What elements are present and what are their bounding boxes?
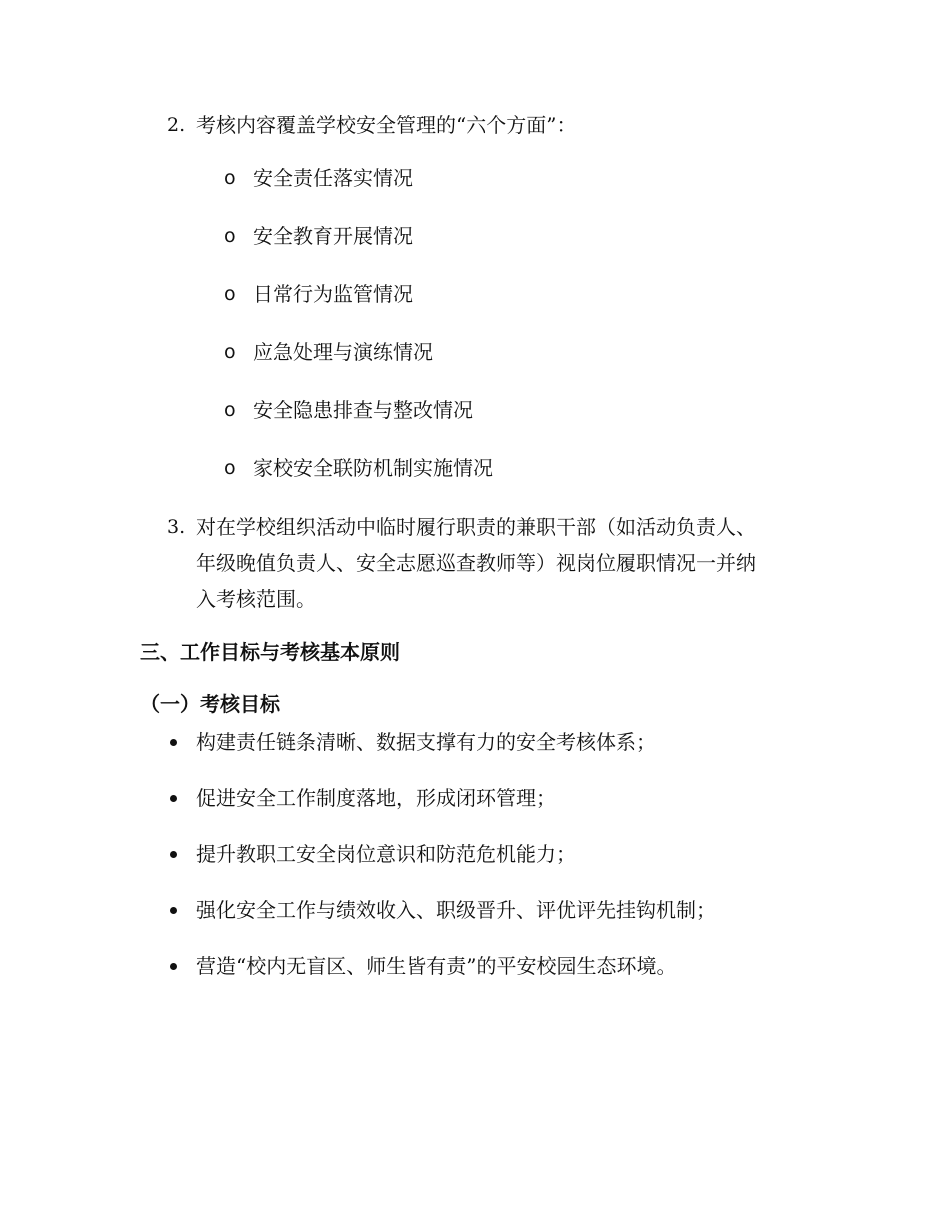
bullet-dot bbox=[170, 795, 177, 802]
sub-list-marker: o bbox=[224, 225, 236, 247]
bullet-dot bbox=[170, 963, 177, 970]
sub-list-marker: o bbox=[224, 399, 236, 421]
bullet-item: 营造“校内无盲区、师生皆有责”的平安校园生态环境。 bbox=[196, 954, 677, 978]
sub-list-item: 应急处理与演练情况 bbox=[253, 340, 433, 364]
bullet-item: 构建责任链条清晰、数据支撑有力的安全考核体系； bbox=[196, 730, 656, 754]
sub-list-marker: o bbox=[224, 283, 236, 305]
bullet-dot bbox=[170, 739, 177, 746]
list-item-line: 对在学校组织活动中临时履行职责的兼职干部（如活动负责人、 bbox=[196, 515, 756, 539]
sub-list-item: 家校安全联防机制实施情况 bbox=[253, 456, 493, 480]
list-number: 2. bbox=[167, 114, 186, 136]
sub-list-item: 安全责任落实情况 bbox=[253, 166, 413, 190]
bullet-item: 提升教职工安全岗位意识和防范危机能力； bbox=[196, 842, 576, 866]
bullet-dot bbox=[170, 851, 177, 858]
sub-list-marker: o bbox=[224, 167, 236, 189]
sub-list-item: 日常行为监管情况 bbox=[253, 282, 413, 306]
bullet-dot bbox=[170, 907, 177, 914]
list-item-text: 考核内容覆盖学校安全管理的“六个方面”： bbox=[196, 113, 577, 137]
sub-list-marker: o bbox=[224, 341, 236, 363]
bullet-item: 强化安全工作与绩效收入、职级晋升、评优评先挂钩机制； bbox=[196, 898, 716, 922]
bullet-item: 促进安全工作制度落地，形成闭环管理； bbox=[196, 786, 556, 810]
subsection-heading: （一）考核目标 bbox=[140, 692, 280, 716]
list-item-line: 年级晚值负责人、安全志愿巡查教师等）视岗位履职情况一并纳 bbox=[196, 551, 756, 575]
section-heading: 三、工作目标与考核基本原则 bbox=[140, 640, 400, 664]
sub-list-item: 安全教育开展情况 bbox=[253, 224, 413, 248]
list-item-line: 入考核范围。 bbox=[196, 587, 316, 611]
sub-list-item: 安全隐患排查与整改情况 bbox=[253, 398, 473, 422]
list-number: 3. bbox=[167, 516, 186, 538]
sub-list-marker: o bbox=[224, 457, 236, 479]
